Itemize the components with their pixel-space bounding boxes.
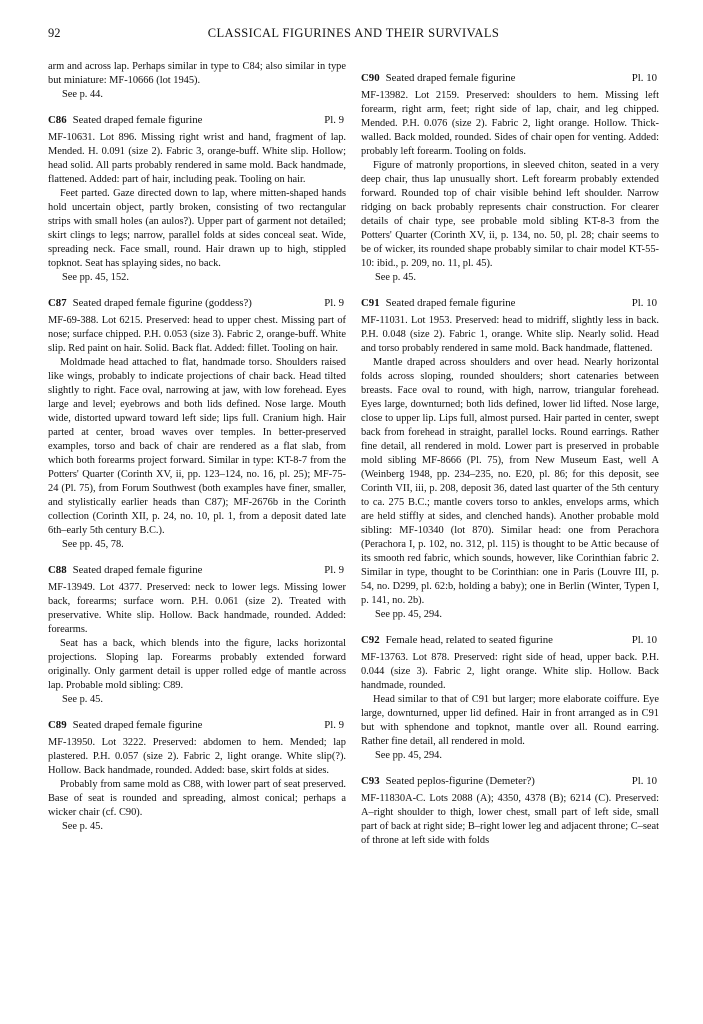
body-columns: [48, 60, 659, 848]
entry-number: C93: [361, 775, 380, 787]
entry-heading: [48, 113, 346, 127]
entry-title: Female head, related to seated figurine: [385, 634, 553, 646]
catalogue-entry-c87: [48, 296, 346, 552]
plate-reference: Pl. 9: [324, 719, 344, 731]
entry-paragraph: MF-13950. Lot 3222. Preserved: abdomen to hem. Mended; lap plastered. P.H. 0.057 (size 2). Fabric 2, light orange. White slip(?). Hollow. Back handmade, rounded. Added: base, skirt folds at sides.: [48, 737, 346, 776]
entry-heading-left: [361, 774, 535, 788]
catalogue-entry-c93: [361, 774, 659, 848]
right-entries: [361, 71, 659, 848]
see-reference: See p. 45.: [375, 272, 416, 283]
entry-title: Seated draped female figurine: [72, 719, 203, 731]
plate-reference: Pl. 9: [324, 297, 344, 309]
entry-paragraph: Head similar to that of C91 but larger; more elaborate coiffure. Eye large, downturned, upper lid defined. Hair in front arranged as in C91 but with sphendone and topknot, mantle over all. Round earring. Rather fine detail, all rendered in mold.: [361, 694, 659, 747]
entry-number: C92: [361, 634, 380, 646]
entry-paragraph: MF-10631. Lot 896. Missing right wrist and hand, fragment of lap. Mended. H. 0.091 (size 2). Fabric 3, orange-buff. White slip. Hollow; head solid. All parts probably rendered in same mold. Back handmade, flattened. Added: part of hair, including peak. Tooling on hair.: [48, 132, 346, 185]
entry-paragraph: Moldmade head attached to flat, handmade torso. Shoulders raised like wings, probably to indicate projections of chair back. Head tilted slightly to right. Face oval, narrowing at jaw, with low forehead. Eyes large and level; eyebrows and both lids defined. Nose large. Mouth wide, distorted upward toward left side; lips full. Cranium high. Hair parted at center, broad waves over temples. In better-preserved examples, torso and back of chair are rendered as a flat slab, from which both forearms project forward. Similar in type: KT-8-7 from the Potters' Quarter (Corinth XV, ii, pp. 123–124, no. 16, pl. 25); MF-75-24 (Pl. 75), from Forum Southwest (both examples have finer, smaller, and stylistically earlier heads than C87); MF-2676b in the Corinth collection (Corinth XII, p. 24, no. 10, pl. 1, from a deposit dated late 6th–early 5th century B.C.).: [48, 357, 346, 536]
entry-paragraph: MF-11830A-C. Lots 2088 (A); 4350, 4378 (B); 6214 (C). Preserved: A–right shoulder to thigh, lower chest, small part of left side, small part of back at right side; B–right lower leg and adjacent throne; C–seat of throne at left side with folds: [361, 793, 659, 846]
entry-title: Seated draped female figurine: [72, 114, 203, 126]
entry-title: Seated draped female figurine: [385, 297, 516, 309]
catalogue-entry-c91: [361, 296, 659, 622]
entry-paragraph: Probably from same mold as C88, with lower part of seat preserved. Base of seat is rounded and spreading, almost conical; perhaps a wicker chair (cf. C90).: [48, 779, 346, 818]
carryover-see-reference: See p. 44.: [62, 89, 103, 100]
left-entries: [48, 113, 346, 834]
catalogue-entry-c90: [361, 71, 659, 285]
page-number: 92: [48, 26, 61, 40]
right-column: [361, 60, 659, 848]
entry-heading-left: [48, 296, 252, 310]
entry-heading-left: [48, 563, 202, 577]
catalogue-entry-c88: [48, 563, 346, 707]
see-reference: See pp. 45, 294.: [375, 609, 442, 620]
entry-heading: [48, 296, 346, 310]
entry-heading-left: [361, 71, 515, 85]
see-reference: See pp. 45, 152.: [62, 272, 129, 283]
see-reference: See pp. 45, 78.: [62, 539, 124, 550]
entry-number: C87: [48, 297, 67, 309]
entry-title: Seated draped female figurine (goddess?): [72, 297, 252, 309]
entry-number: C88: [48, 564, 67, 576]
entry-title: Seated draped female figurine: [385, 72, 516, 84]
entry-paragraph: MF-13949. Lot 4377. Preserved: neck to lower legs. Missing lower back, forearms; surface worn. P.H. 0.061 (size 2). Treated with preservative. White slip. Hollow. Back handmade, rounded. Added: forearms.: [48, 582, 346, 635]
entry-paragraph: Figure of matronly proportions, in sleeved chiton, seated in a very deep chair, thus lap unusually short. Left forearm probably extended forward. Rounded top of chair visible behind left shoulder. Narrow ridging on back probably represents chair construction. For clearer details of chair type, see probable mold sibling KT-8-3 from the Potters' Quarter (Corinth XV, ii, p. 134, no. 50, pl. 28; chair seems to be of wicker, its rounded shape probably similar to chair model KT-55-10: ibid., p. 209, no. 11, pl. 45).: [361, 160, 659, 269]
see-reference: See pp. 45, 294.: [375, 750, 442, 761]
plate-reference: Pl. 10: [631, 72, 657, 84]
entry-heading-left: [48, 718, 202, 732]
entry-heading-left: [361, 633, 553, 647]
plate-reference: Pl. 10: [631, 634, 657, 646]
entry-heading: [361, 296, 659, 310]
entry-heading: [48, 563, 346, 577]
entry-title: Seated draped female figurine: [72, 564, 203, 576]
plate-reference: Pl. 9: [324, 564, 344, 576]
entry-paragraph: MF-13763. Lot 878. Preserved: right side of head, upper back. P.H. 0.044 (size 3). Fabric 2, light orange. White slip. Hollow. Back handmade, rounded.: [361, 652, 659, 691]
entry-paragraph: MF-69-388. Lot 6215. Preserved: head to upper chest. Missing part of nose; surface chipped. P.H. 0.053 (size 3). Fabric 2, orange-buff. White slip. Red paint on hair. Solid. Back flat. Added: fillet. Tooling on hair.: [48, 315, 346, 354]
see-reference: See p. 45.: [62, 694, 103, 705]
entry-heading: [361, 71, 659, 85]
entry-number: C86: [48, 114, 67, 126]
running-head: [48, 26, 659, 48]
carryover-paragraph: arm and across lap. Perhaps similar in type to C84; also similar in type but miniature: MF-10666 (lot 1945).: [48, 61, 346, 86]
entry-heading-left: [48, 113, 202, 127]
entry-paragraph: Mantle draped across shoulders and over head. Nearly horizontal folds across sloping, rounded shoulders; short catenaries between breasts. Face oval to round, with high, narrow, triangular forehead. Eyes large, downturned; both lids defined, lower lid lifted. Nose large, close to upper lip. Lips full, almost pursed. Hair parted in center, swept back from forehead in straight, parallel locks. Round earrings. Rather fine detail, all rendered in mold. Lower part is preserved in probable mold sibling MF-8666 (Pl. 75), from New Museum East, well A (Weinberg 1948, pp. 234–235, no. E20, pl. 86; for this deposit, see Corinth VII, iii, p. 208, deposit 36, dated last quarter of the 5th century to ca. 275 B.C.; mantle covers torso to ankles, envelops arms, which are held stiffly at sides, and clenched hands). Another probable mold sibling: MF-10340 (lot 870). Similar head: one from Perachora (Perachora I, p. 102, no. 312, pl. 115) is thought to be Attic because of its smooth red fabric, which sounds, however, like Corinthian fabric 2. Similar in type, thought to be Corinthian: one in Paris (Louvre III, p. 54, no. D299, pl. 62:b, holding a baby); one in Berlin (Winter, Typen I, p. 141, no. 2b).: [361, 357, 659, 606]
entry-heading: [361, 774, 659, 788]
entry-paragraph: MF-11031. Lot 1953. Preserved: head to midriff, slightly less in back. P.H. 0.048 (size 2). Fabric 1, orange. White slip. Nearly solid. Head and torso probably rendered in same mold. Back handmade, flattened.: [361, 315, 659, 354]
entry-number: C89: [48, 719, 67, 731]
catalogue-entry-c89: [48, 718, 346, 834]
plate-reference: Pl. 9: [324, 114, 344, 126]
entry-heading: [361, 633, 659, 647]
entry-heading-left: [361, 296, 515, 310]
see-reference: See p. 45.: [62, 821, 103, 832]
entry-paragraph: Seat has a back, which blends into the figure, lacks horizontal projections. Sloping lap. Forearms probably extended forward originally. Only garment detail is upper rolled edge of mantle across lap. Probable mold sibling: C89.: [48, 638, 346, 691]
plate-reference: Pl. 10: [631, 297, 657, 309]
running-title: CLASSICAL FIGURINES AND THEIR SURVIVALS: [207, 26, 500, 40]
entry-paragraph: MF-13982. Lot 2159. Preserved: shoulders to hem. Missing left forearm, right arm, feet; right side of lap, chair, and leg chipped. Mended. P.H. 0.076 (size 2). Fabric 2, light orange. Hollow. Thick-walled. Back molded, rounded. Sides of chair open for venting. Added: probably left forearm. Tooling on folds.: [361, 90, 659, 157]
entry-title: Seated peplos-figurine (Demeter?): [385, 775, 535, 787]
plate-reference: Pl. 10: [631, 775, 657, 787]
entry-number: C91: [361, 297, 380, 309]
catalogue-entry-c86: [48, 113, 346, 285]
entry-number: C90: [361, 72, 380, 84]
catalogue-entry-c92: [361, 633, 659, 763]
entry-paragraph: Feet parted. Gaze directed down to lap, where mitten-shaped hands hold uncertain object, partly broken, consisting of two rectangular strips with small holes (an aulos?). Upper part of garment not detailed; skirt clings to legs; narrow, parallel folds at sides conceal seat. Wide, spreading neck. Face small, round. Hair drawn up to high, stippled topknot. Seat has splaying sides, no back.: [48, 188, 346, 269]
left-column: [48, 60, 346, 848]
entry-heading: [48, 718, 346, 732]
